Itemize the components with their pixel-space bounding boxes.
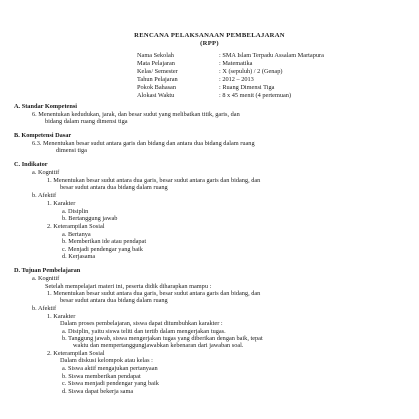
text-line: 1. Menentukan besar sudut antara dua garis, besar sudut antara garis dan bidang, dan xyxy=(47,290,261,297)
text-line: b. Siswa memberikan pendapat xyxy=(62,373,141,380)
identity-key: Nama Sekolah xyxy=(137,52,174,59)
text-line: b. Afektif xyxy=(32,305,57,312)
identity-key: Mata Pelajaran xyxy=(137,59,175,67)
identity-row xyxy=(137,76,324,84)
text-line: Dalam proses pembelajaran, siswa dapat ditumbuhkan karakter : xyxy=(60,320,223,327)
text-line: 6.3. Menentukan besar sudut antara garis dan bidang dan antara dua bidang dalam ruang xyxy=(32,140,255,147)
identity-row xyxy=(137,84,324,92)
text-line: c. Siswa menjadi pendengar yang baik xyxy=(62,380,159,387)
identity-key: Tahun Pelajaran xyxy=(137,75,178,83)
text-line: b. Afektif xyxy=(32,192,57,199)
document-title: RENCANA PELAKSANAAN PEMBELAJARAN xyxy=(134,32,285,39)
text-line: b. Memberikan ide atau pendapat xyxy=(62,238,147,245)
text-line: a. Disiplin xyxy=(62,208,89,215)
identity-value: : X (sepuluh) / 2 (Genap) xyxy=(219,67,283,75)
text-line: a. Bertanya xyxy=(62,231,91,238)
identity-value: : 8 x 45 menit (4 pertemuan) xyxy=(219,91,292,99)
section-heading: B. Kompetensi Dasar xyxy=(14,132,72,139)
identity-value: : 2012 – 2013 xyxy=(219,75,254,83)
text-line: b. Bertanggung jawab xyxy=(62,215,118,222)
section-heading: A. Standar Kompetensi xyxy=(14,103,78,110)
text-line: 2. Keterampilan Sosial xyxy=(47,350,105,357)
section-heading: D. Tujuan Pembelajaran xyxy=(14,267,81,274)
text-line: 1. Karakter xyxy=(47,313,76,320)
identity-value: : Matematika xyxy=(219,59,253,67)
identity-table xyxy=(137,52,324,99)
identity-value: : Ruang Dimensi Tiga xyxy=(219,83,275,91)
text-line: c. Menjadi pendengar yang baik xyxy=(62,246,143,253)
identity-value: : SMA Islam Terpadu Assalam Martapura xyxy=(219,52,324,59)
identity-row xyxy=(137,68,324,76)
text-line: b. Tanggung jawab, siswa mengerjakan tugas yang diberikan dengan baik, tepat xyxy=(62,335,263,342)
text-line: 2. Keterampilan Sosial xyxy=(47,223,105,230)
text-line: d. Siswa dapat bekerja sama xyxy=(62,388,134,395)
identity-key: Alokasi Waktu xyxy=(137,91,175,99)
text-line: a. Siswa aktif mengajukan pertanyaan xyxy=(62,365,158,372)
identity-row xyxy=(137,92,324,100)
identity-key: Pokok Bahasan xyxy=(137,83,177,91)
identity-row xyxy=(137,52,324,60)
section-heading: C. Indikator xyxy=(14,161,48,168)
text-line: d. Kerjasama xyxy=(62,253,96,260)
text-line: besar sudut antara dua bidang dalam ruang xyxy=(60,184,168,191)
document-subtitle: (RPP) xyxy=(200,40,219,47)
text-line: waktu dan mempertanggungjawabkan kebenaran dari jawaban soal. xyxy=(73,342,244,349)
identity-key: Kelas/ Semester xyxy=(137,67,178,75)
text-line: 1. Karakter xyxy=(47,200,76,207)
text-line: a. Kognitif xyxy=(32,169,60,176)
text-line: a. Disiplin, yaitu siswa teliti dan tertib dalam mengerjakan tugas. xyxy=(62,328,226,335)
identity-row xyxy=(137,60,324,68)
text-line: bidang dalam ruang dimensi tiga xyxy=(45,118,128,125)
text-line: 1. Menentukan besar sudut antara dua garis, besar sudut antara garis dan bidang, dan xyxy=(47,177,261,184)
text-line: Dalam diskusi kelompok atau kelas : xyxy=(60,357,153,364)
text-line: 6. Menentukan kedudukan, jarak, dan besar sudut yang melibatkan titik, garis, dan xyxy=(32,111,240,118)
text-line: Setelah mempelajari materi ini, peserta didik diharapkan mampu : xyxy=(45,283,212,290)
text-line: a. Kognitif xyxy=(32,275,60,282)
text-line: besar sudut antara dua bidang dalam ruang xyxy=(60,297,168,304)
text-line: dimensi tiga xyxy=(56,147,87,154)
